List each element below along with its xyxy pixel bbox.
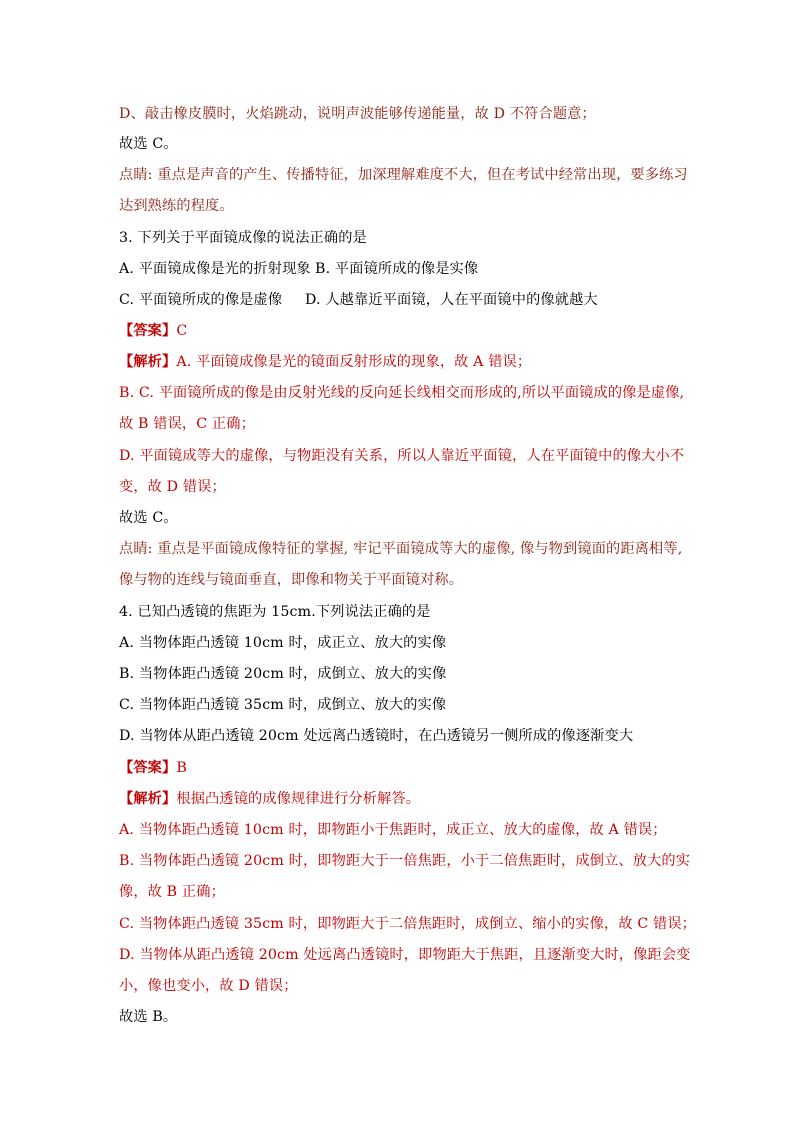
- q4-option-d: D. 当物体从距凸透镜 20cm 处远离凸透镜时，在凸透镜另一侧所成的像逐渐变大: [119, 728, 634, 744]
- prev-comment-line-2: 达到熟练的程度。: [119, 198, 234, 214]
- q3-answer-value: C: [176, 323, 188, 339]
- q4-analysis-line-b2: 像，故 B 正确；: [119, 884, 225, 900]
- q3-analysis-line-2: B. C. 平面镜所成的像是由反射光线的反向延长线相交而形成的,所以平面镜成的像是虚像,: [119, 385, 685, 401]
- q4-analysis-intro: 根据凸透镜的成像规律进行分析解答。: [176, 791, 421, 807]
- q4-analysis-line-d2: 小，像也变小，故 D 错误；: [119, 978, 298, 994]
- q3-comment-line-1: 点睛: 重点是平面镜成像特征的掌握, 牢记平面镜成等大的虚像, 像与物到镜面的距离相等,: [119, 541, 683, 557]
- q3-analysis-tag: 【解析】: [119, 354, 177, 370]
- q3-analysis-line-4: D. 平面镜成等大的虚像，与物距没有关系，所以人靠近平面镜，人在平面镜中的像大小不: [119, 448, 685, 464]
- q4-analysis-line-intro: [119, 789, 420, 809]
- q4-option-a: A. 当物体距凸透镜 10cm 时，成正立、放大的实像: [119, 635, 447, 651]
- prev-comment-line-1: 点睛: 重点是声音的产生、传播特征，加深理解难度不大，但在考试中经常出现，要多练习: [119, 167, 688, 183]
- q4-option-b: B. 当物体距凸透镜 20cm 时，成倒立、放大的实像: [119, 666, 447, 682]
- q3-options-row-2: [119, 290, 598, 310]
- q4-analysis-line-a: A. 当物体距凸透镜 10cm 时，即物距小于焦距时，成正立、放大的虚像，故 A 错误；: [119, 822, 667, 838]
- q4-analysis-line-d1: D. 当物体从距凸透镜 20cm 处远离凸透镜时，即物距大于焦距，且逐渐变大时，像距会变: [119, 947, 691, 963]
- q4-answer-value: B: [176, 760, 187, 776]
- q3-answer-line: [119, 321, 187, 341]
- q3-analysis-text-1: A. 平面镜成像是光的镜面反射形成的现象，故 A 错误；: [176, 354, 532, 370]
- q3-comment-line-2: 像与物的连线与镜面垂直，即像和物关于平面镜对称。: [119, 572, 464, 588]
- q3-option-d: D. 人越靠近平面镜，人在平面镜中的像就越大: [305, 292, 598, 308]
- q4-analysis-tag: 【解析】: [119, 791, 177, 807]
- q4-analysis-line-c: C. 当物体距凸透镜 35cm 时，即物距大于二倍焦距时，成倒立、缩小的实像，故 C 错误；: [119, 916, 696, 932]
- q3-option-c: C. 平面镜所成的像是虚像: [119, 292, 283, 308]
- prev-analysis-line-d: D、敲击橡皮膜时，火焰跳动，说明声波能够传递能量，故 D 不符合题意；: [119, 106, 596, 122]
- q3-analysis-line-3: 故 B 错误，C 正确；: [119, 416, 255, 432]
- q3-choose-line: 故选 C。: [119, 510, 178, 526]
- q3-answer-tag: 【答案】: [119, 323, 177, 339]
- q4-answer-tag: 【答案】: [119, 760, 177, 776]
- q4-stem: 4. 已知凸透镜的焦距为 15cm.下列说法正确的是: [119, 604, 431, 620]
- q3-options-row-1: [119, 259, 478, 279]
- q3-option-b: B. 平面镜所成的像是实像: [315, 261, 479, 277]
- q3-analysis-line-5: 变，故 D 错误；: [119, 479, 226, 495]
- q3-option-a: A. 平面镜成像是光的折射现象: [119, 261, 311, 277]
- q3-stem: 3. 下列关于平面镜成像的说法正确的是: [119, 230, 367, 246]
- q4-option-c: C. 当物体距凸透镜 35cm 时，成倒立、放大的实像: [119, 697, 447, 713]
- prev-choose-line: 故选 C。: [119, 136, 178, 152]
- q4-analysis-line-b1: B. 当物体距凸透镜 20cm 时，即物距大于一倍焦距，小于二倍焦距时，成倒立、放大的实: [119, 853, 691, 869]
- q3-analysis-line-1: [119, 352, 531, 372]
- q4-answer-line: [119, 758, 187, 778]
- q4-choose-line: 故选 B。: [119, 1009, 178, 1025]
